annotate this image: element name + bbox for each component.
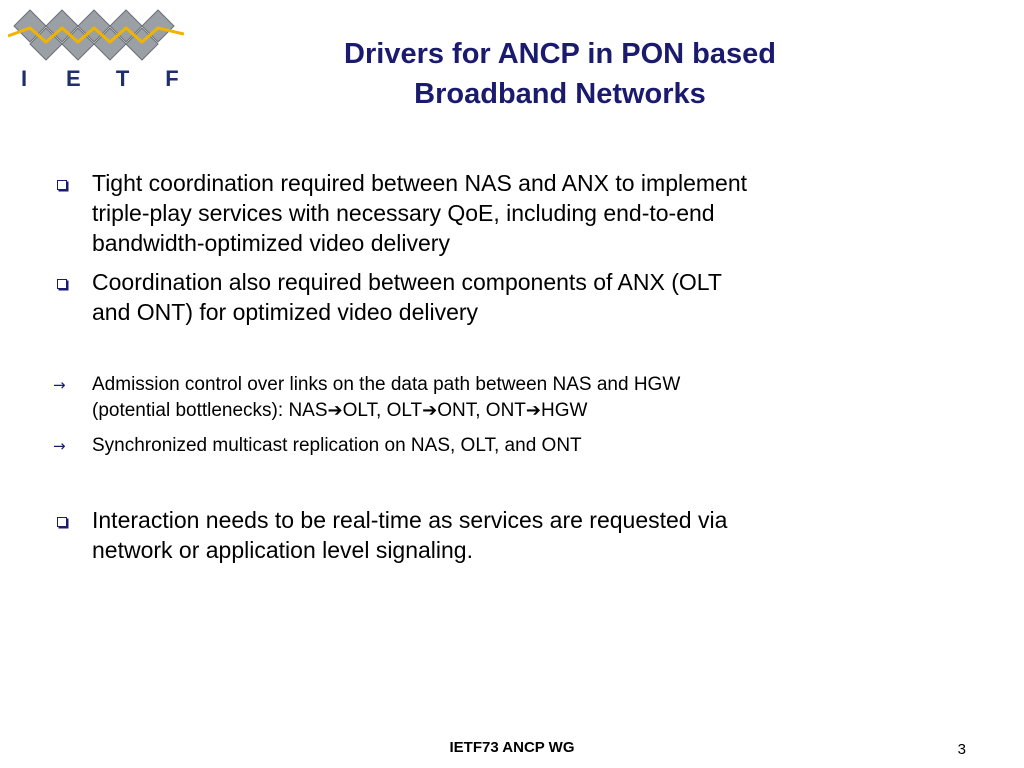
bullet-line: triple-play services with necessary QoE, including end-to-end [92, 200, 715, 226]
bullet-line: network or application level signaling. [92, 537, 473, 563]
page-number: 3 [957, 741, 966, 758]
footer-label: IETF73 ANCP WG [449, 739, 575, 756]
bullet-line: Tight coordination required between NAS and ANX to implement [92, 170, 748, 196]
bullet-line: Admission control over links on the data path between NAS and HGW [92, 374, 681, 395]
square-bullet-icon [57, 279, 67, 289]
bullet-item [92, 168, 747, 258]
bullet-line: Synchronized multicast replication on NAS, OLT, and ONT [92, 435, 582, 456]
logo-letter: F [165, 66, 179, 91]
bullet-text-part: OLT, OLT [342, 400, 423, 421]
arrow-bullet-icon: → [53, 437, 66, 455]
square-bullet-icon [57, 517, 67, 527]
arrow-bullet-icon: → [53, 376, 66, 394]
arrow-icon: ➔ [422, 400, 438, 421]
bullet-line: Interaction needs to be real-time as services are requested via [92, 507, 728, 533]
square-bullet-icon [57, 180, 67, 190]
arrow-icon: ➔ [327, 400, 343, 421]
bullet-line: Coordination also required between components of ANX (OLT [92, 269, 722, 295]
bullet-text-part: (potential bottlenecks): NAS [92, 400, 328, 421]
slide-title-line: Drivers for ANCP in PON based [344, 38, 776, 70]
bullet-text-part: ONT, ONT [437, 400, 526, 421]
sub-bullet-item [92, 433, 582, 459]
sub-bullet-item [92, 372, 680, 424]
bullet-line [92, 398, 680, 424]
bullet-text-part: HGW [541, 400, 588, 421]
bullet-item [92, 505, 727, 565]
bullet-line: and ONT) for optimized video delivery [92, 299, 479, 325]
logo-letter: I [20, 66, 28, 91]
bullet-item [92, 267, 722, 327]
bullet-line: bandwidth-optimized video delivery [92, 230, 450, 256]
logo-letter: T [115, 66, 130, 91]
slide-title-line: Broadband Networks [414, 78, 706, 110]
logo-letter: E [65, 66, 81, 91]
arrow-icon: ➔ [525, 400, 542, 421]
